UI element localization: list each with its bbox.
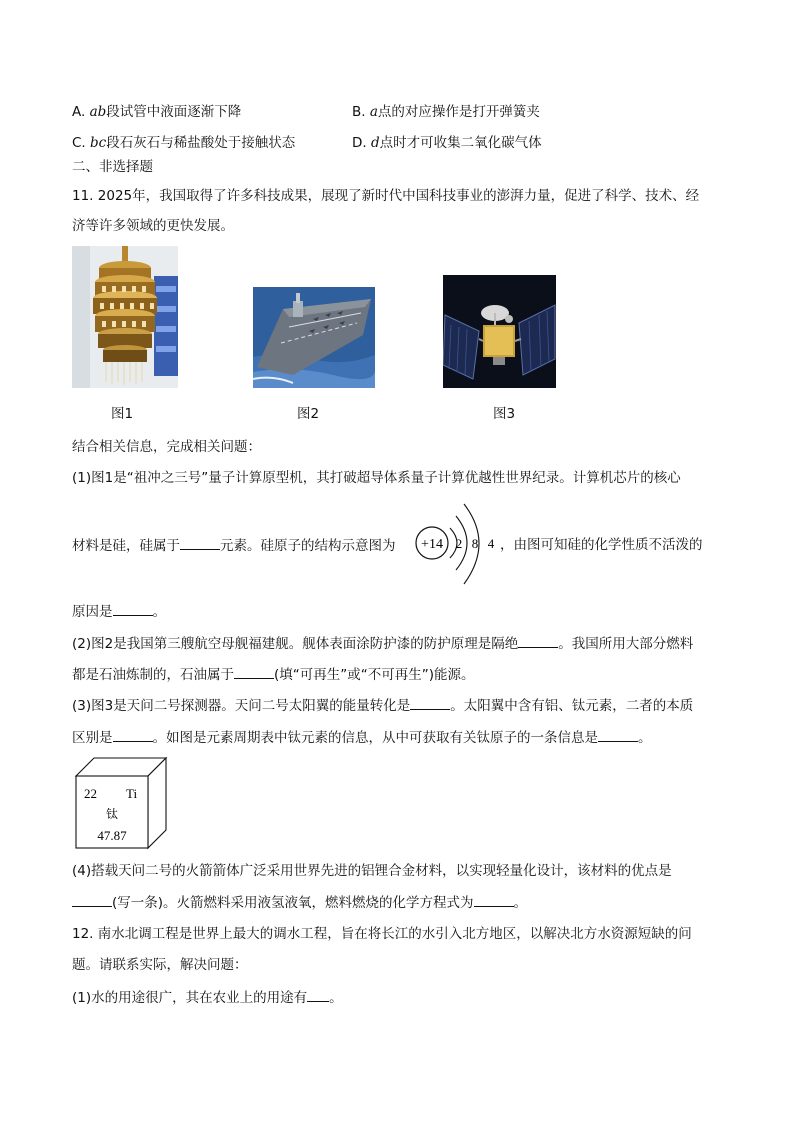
q11-part4-line2: (写一条)。火箭燃料采用液氢液氧，燃料燃烧的化学方程式为 。 [72, 892, 527, 913]
option-b-variable: a [369, 104, 378, 120]
q11-lead: 结合相关信息，完成相关问题： [72, 439, 261, 455]
q11-intro-line1: 11. 2025年，我国取得了许多科技成果，展现了新时代中国科技事业的澎湃力量，促进了科学、技术、经 [72, 188, 700, 204]
figure1-quantum-computer-image [72, 246, 178, 388]
q12-part1: (1)水的用途很广，其在农业上的用途有 。 [72, 987, 343, 1008]
answer-blank-element-difference[interactable] [113, 727, 153, 742]
answer-blank-water-agriculture[interactable] [307, 987, 329, 1002]
q11-part2-line2: 都是石油炼制的，石油属于 (填“可再生”或“不可再生”)能源。 [72, 664, 475, 685]
element-symbol: Ti [126, 786, 138, 801]
answer-blank-silicon-reason[interactable] [113, 601, 153, 616]
space-probe-illustration [443, 275, 556, 388]
q12-intro-line1: 12. 南水北调工程是世界上最大的调水工程，旨在将长江的水引入北方地区，以解决北方水资源短缺的问 [72, 926, 692, 942]
q11-part1-line2: 材料是硅，硅属于 元素。硅原子的结构示意图为 [72, 535, 396, 556]
answer-blank-paint-principle[interactable] [518, 633, 558, 648]
nucleus-charge: +14 [421, 537, 443, 552]
titanium-periodic-cell [74, 756, 168, 850]
option-d: D. d点时才可收集二氧化碳气体 [352, 135, 542, 151]
answer-blank-energy-conversion[interactable] [410, 695, 450, 710]
element-name: 钛 [105, 807, 119, 821]
shell-electrons-3: 4 [487, 536, 495, 551]
figure2-caption: 图2 [296, 406, 320, 422]
q11-part3-line2: 区别是 。如图是元素周期表中钛元素的信息，从中可获取有关钛原子的一条信息是 。 [72, 727, 652, 748]
atomic-number: 22 [84, 786, 97, 801]
quantum-computer-illustration [72, 246, 178, 388]
q11-intro-line2: 济等许多领域的更快发展。 [72, 218, 234, 234]
option-a-variable: ab [89, 104, 107, 120]
answer-blank-oil-energy-type[interactable] [234, 664, 274, 679]
q11-part4-line1: (4)搭载天问二号的火箭箭体广泛采用世界先进的铝锂合金材料，以实现轻量化设计，该材料的优点是 [72, 863, 672, 879]
answer-blank-titanium-info[interactable] [598, 727, 638, 742]
option-d-variable: d [370, 135, 380, 151]
section-heading: 二、非选择题 [72, 159, 153, 175]
figure2-aircraft-carrier-image [253, 287, 375, 388]
figure3-caption: 图3 [492, 406, 516, 422]
q12-intro-line2: 题。请联系实际，解决问题： [72, 957, 248, 973]
option-c-variable: bc [90, 135, 107, 151]
answer-blank-combustion-equation[interactable] [474, 892, 514, 907]
q11-part3-line1: (3)图3是天问二号探测器。天问二号太阳翼的能量转化是 。太阳翼中含有铝、钛元素，二者的本质 [72, 695, 693, 716]
answer-blank-silicon-type[interactable] [180, 535, 220, 550]
silicon-atom-structure-diagram [412, 498, 498, 588]
figure3-probe-image [443, 275, 556, 388]
q11-part1-line3: 原因是 。 [72, 601, 166, 622]
q11-part1-line2-tail: ，由图可知硅的化学性质不活泼的 [500, 537, 703, 553]
option-c: C. bc段石灰石与稀盐酸处于接触状态 [72, 135, 296, 151]
shell-electrons-2: 8 [471, 536, 479, 551]
q11-part2-line1: (2)图2是我国第三艘航空母舰福建舰。舰体表面涂防护漆的防护原理是隔绝 。我国所用大部分燃料 [72, 633, 693, 654]
relative-atomic-mass: 47.87 [97, 828, 127, 843]
answer-blank-alloy-advantage[interactable] [72, 892, 112, 907]
shell-electrons-1: 2 [455, 536, 463, 551]
option-a: A. ab段试管中液面逐渐下降 [72, 104, 242, 120]
option-b: B. a点的对应操作是打开弹簧夹 [352, 104, 540, 120]
figure1-caption: 图1 [110, 406, 134, 422]
q11-part1-line1: (1)图1是“祖冲之三号”量子计算原型机，其打破超导体系量子计算优越性世界纪录。计算机芯片的核心 [72, 470, 681, 486]
aircraft-carrier-illustration [253, 287, 375, 388]
